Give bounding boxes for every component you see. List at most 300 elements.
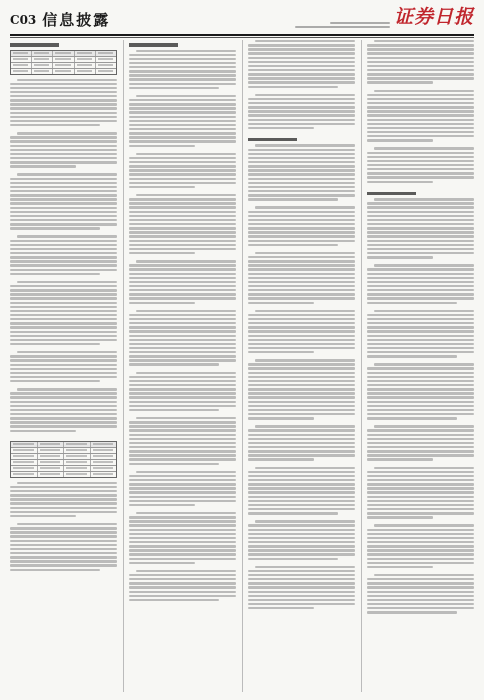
text-line-placeholder	[10, 355, 117, 357]
text-line-placeholder	[10, 211, 117, 213]
text-line-placeholder	[248, 458, 314, 460]
text-line-placeholder	[248, 173, 355, 175]
text-line-placeholder	[129, 549, 236, 551]
text-line-placeholder	[374, 524, 474, 526]
text-line-placeholder	[367, 231, 474, 233]
text-line-placeholder	[129, 54, 236, 56]
text-line-placeholder	[129, 128, 236, 130]
text-line-placeholder	[129, 335, 236, 337]
text-line-placeholder	[129, 273, 236, 275]
text-line-placeholder	[248, 582, 355, 584]
text-line-placeholder	[129, 240, 236, 242]
text-line-placeholder	[10, 498, 117, 500]
text-line-placeholder	[10, 392, 117, 394]
text-line-placeholder	[10, 331, 117, 333]
text-line-placeholder	[248, 372, 355, 374]
text-line-placeholder	[255, 467, 355, 469]
text-line-placeholder	[10, 219, 117, 221]
text-line-placeholder	[367, 252, 474, 254]
text-line-placeholder	[248, 339, 355, 341]
text-line-placeholder	[129, 533, 236, 535]
text-line-placeholder	[10, 103, 117, 105]
text-line-placeholder	[367, 139, 433, 141]
text-line-placeholder	[367, 314, 474, 316]
text-line-placeholder	[367, 429, 474, 431]
newspaper-logo: 证券日报	[393, 6, 474, 28]
text-line-placeholder	[129, 132, 236, 134]
text-line-placeholder	[10, 252, 117, 254]
text-line-placeholder	[17, 235, 117, 237]
text-line-placeholder	[10, 326, 117, 328]
text-line-placeholder	[248, 558, 338, 560]
text-line-placeholder	[129, 219, 236, 221]
text-line-placeholder	[374, 363, 474, 365]
text-line-placeholder	[129, 458, 236, 460]
text-line-placeholder	[248, 102, 355, 104]
section-title: 信息披露	[42, 11, 111, 29]
text-line-placeholder	[129, 78, 236, 80]
table-cell	[38, 466, 65, 471]
table-cell	[11, 466, 38, 471]
text-line-placeholder	[129, 244, 236, 246]
text-line-placeholder	[255, 310, 355, 312]
text-line-placeholder	[248, 110, 355, 112]
text-line-placeholder	[248, 77, 355, 79]
text-line-placeholder	[248, 512, 338, 514]
text-line-placeholder	[248, 281, 355, 283]
text-line-placeholder	[17, 482, 117, 484]
table-cell	[32, 69, 53, 74]
text-line-placeholder	[129, 83, 236, 85]
text-line-placeholder	[367, 268, 474, 270]
text-line-placeholder	[129, 314, 236, 316]
text-line-placeholder	[367, 81, 433, 83]
text-line-placeholder	[248, 545, 355, 547]
text-line-placeholder	[367, 69, 474, 71]
text-line-placeholder	[248, 578, 355, 580]
text-line-placeholder	[248, 496, 355, 498]
text-line-placeholder	[136, 310, 236, 312]
text-line-placeholder	[248, 351, 314, 353]
table-cell	[53, 63, 74, 68]
text-line-placeholder	[367, 607, 474, 609]
text-line-placeholder	[248, 599, 355, 601]
heading-placeholder	[248, 138, 297, 142]
text-line-placeholder	[129, 351, 236, 353]
text-line-placeholder	[248, 367, 355, 369]
text-line-placeholder	[367, 114, 474, 116]
text-line-placeholder	[367, 562, 474, 564]
text-line-placeholder	[248, 114, 355, 116]
text-line-placeholder	[129, 520, 236, 522]
text-line-placeholder	[248, 260, 355, 262]
text-line-placeholder	[129, 504, 195, 506]
text-line-placeholder	[129, 198, 236, 200]
text-line-placeholder	[248, 330, 355, 332]
table-cell	[53, 69, 74, 74]
text-line-placeholder	[10, 145, 117, 147]
text-line-placeholder	[248, 401, 355, 403]
table-cell	[53, 51, 74, 56]
text-line-placeholder	[129, 326, 236, 328]
table-cell	[32, 57, 53, 62]
table-cell	[91, 460, 117, 465]
text-line-placeholder	[17, 281, 117, 283]
text-line-placeholder	[367, 244, 474, 246]
text-line-placeholder	[374, 40, 474, 42]
text-line-placeholder	[367, 273, 474, 275]
text-line-placeholder	[248, 438, 355, 440]
text-line-placeholder	[367, 110, 474, 112]
text-line-placeholder	[367, 504, 474, 506]
text-line-placeholder	[129, 264, 236, 266]
text-line-placeholder	[367, 127, 474, 129]
text-line-placeholder	[248, 380, 355, 382]
text-line-placeholder	[248, 302, 314, 304]
text-line-placeholder	[367, 281, 474, 283]
text-line-placeholder	[129, 384, 236, 386]
text-line-placeholder	[248, 434, 355, 436]
text-line-placeholder	[367, 595, 474, 597]
text-line-placeholder	[10, 244, 117, 246]
text-line-placeholder	[129, 182, 236, 184]
text-line-placeholder	[367, 487, 474, 489]
table-cell	[11, 460, 38, 465]
text-line-placeholder	[10, 302, 117, 304]
column-3	[242, 40, 355, 692]
text-line-placeholder	[129, 558, 236, 560]
text-line-placeholder	[10, 421, 117, 423]
column-1	[10, 40, 117, 692]
text-line-placeholder	[10, 207, 117, 209]
text-line-placeholder	[129, 58, 236, 60]
text-line-placeholder	[129, 578, 236, 580]
text-line-placeholder	[129, 318, 236, 320]
text-line-placeholder	[367, 380, 474, 382]
text-line-placeholder	[10, 297, 117, 299]
text-line-placeholder	[367, 483, 474, 485]
text-line-placeholder	[248, 491, 355, 493]
text-line-placeholder	[248, 297, 355, 299]
text-line-placeholder	[129, 339, 236, 341]
text-line-placeholder	[248, 194, 355, 196]
text-line-placeholder	[248, 413, 355, 415]
text-line-placeholder	[248, 277, 355, 279]
text-line-placeholder	[129, 285, 236, 287]
text-line-placeholder	[129, 70, 236, 72]
table-cell	[75, 57, 96, 62]
text-line-placeholder	[248, 343, 355, 345]
text-line-placeholder	[248, 405, 355, 407]
text-line-placeholder	[248, 81, 355, 83]
text-line-placeholder	[248, 607, 314, 609]
text-line-placeholder	[248, 446, 355, 448]
text-line-placeholder	[10, 140, 117, 142]
table-cell	[32, 63, 53, 68]
text-line-placeholder	[10, 544, 117, 546]
text-line-placeholder	[10, 425, 117, 427]
text-line-placeholder	[10, 502, 117, 504]
text-line-placeholder	[367, 434, 474, 436]
text-line-placeholder	[129, 586, 236, 588]
text-line-placeholder	[248, 44, 355, 46]
text-line-placeholder	[248, 508, 355, 510]
text-line-placeholder	[129, 376, 236, 378]
text-line-placeholder	[367, 508, 474, 510]
text-line-placeholder	[367, 611, 457, 613]
text-line-placeholder	[367, 172, 474, 174]
page-number	[10, 4, 36, 32]
text-line-placeholder	[10, 343, 100, 345]
text-line-placeholder	[367, 326, 474, 328]
text-line-placeholder	[248, 268, 355, 270]
text-line-placeholder	[367, 211, 474, 213]
text-line-placeholder	[255, 520, 355, 522]
text-line-placeholder	[367, 355, 457, 357]
text-line-placeholder	[248, 417, 314, 419]
text-line-placeholder	[10, 396, 117, 398]
text-line-placeholder	[129, 429, 236, 431]
text-line-placeholder	[10, 182, 117, 184]
text-line-placeholder	[248, 471, 355, 473]
text-line-placeholder	[136, 153, 236, 155]
text-line-placeholder	[129, 343, 236, 345]
text-line-placeholder	[129, 169, 236, 171]
text-line-placeholder	[10, 314, 117, 316]
text-line-placeholder	[10, 112, 117, 114]
text-line-placeholder	[367, 450, 474, 452]
text-line-placeholder	[10, 91, 117, 93]
text-line-placeholder	[10, 413, 117, 415]
table-cell	[64, 472, 91, 477]
data-table	[10, 50, 117, 75]
text-line-placeholder	[10, 227, 100, 229]
text-line-placeholder	[129, 450, 236, 452]
text-line-placeholder	[367, 48, 474, 50]
text-line-placeholder	[248, 529, 355, 531]
text-line-placeholder	[248, 244, 338, 246]
text-line-placeholder	[367, 335, 474, 337]
text-line-placeholder	[129, 289, 236, 291]
text-line-placeholder	[10, 552, 117, 554]
text-line-placeholder	[129, 145, 195, 147]
text-line-placeholder	[129, 206, 236, 208]
text-line-placeholder	[129, 322, 236, 324]
text-line-placeholder	[10, 202, 117, 204]
text-line-placeholder	[248, 392, 355, 394]
text-line-placeholder	[248, 211, 355, 213]
heading-placeholder	[367, 192, 416, 196]
text-line-placeholder	[129, 161, 236, 163]
text-line-placeholder	[129, 562, 195, 564]
text-line-placeholder	[367, 442, 474, 444]
text-line-placeholder	[136, 50, 236, 52]
text-line-placeholder	[10, 256, 117, 258]
text-line-placeholder	[367, 471, 474, 473]
text-line-placeholder	[248, 322, 355, 324]
table-cell	[53, 57, 74, 62]
text-line-placeholder	[255, 425, 355, 427]
text-line-placeholder	[367, 160, 474, 162]
text-line-placeholder	[248, 570, 355, 572]
text-line-placeholder	[248, 178, 355, 180]
text-line-placeholder	[10, 273, 100, 275]
text-line-placeholder	[367, 123, 474, 125]
text-line-placeholder	[129, 537, 236, 539]
text-line-placeholder	[10, 560, 117, 562]
text-line-placeholder	[129, 355, 236, 357]
text-line-placeholder	[367, 302, 457, 304]
text-line-placeholder	[10, 260, 117, 262]
masthead-rule	[10, 34, 474, 36]
text-line-placeholder	[248, 376, 355, 378]
text-line-placeholder	[367, 206, 474, 208]
text-line-placeholder	[10, 190, 117, 192]
text-line-placeholder	[129, 277, 236, 279]
text-line-placeholder	[10, 165, 76, 167]
text-line-placeholder	[129, 178, 236, 180]
text-line-placeholder	[248, 384, 355, 386]
text-line-placeholder	[255, 206, 355, 208]
text-line-placeholder	[129, 157, 236, 159]
text-line-placeholder	[136, 512, 236, 514]
text-line-placeholder	[367, 77, 474, 79]
text-line-placeholder	[367, 347, 474, 349]
text-line-placeholder	[367, 181, 433, 183]
text-line-placeholder	[17, 132, 117, 134]
text-line-placeholder	[248, 549, 355, 551]
text-line-placeholder	[10, 417, 117, 419]
table-cell	[11, 448, 38, 453]
text-line-placeholder	[367, 392, 474, 394]
text-line-placeholder	[367, 330, 474, 332]
text-line-placeholder	[10, 310, 117, 312]
text-line-placeholder	[248, 123, 355, 125]
text-line-placeholder	[367, 65, 474, 67]
text-line-placeholder	[129, 475, 236, 477]
text-line-placeholder	[367, 603, 474, 605]
text-line-placeholder	[10, 569, 100, 571]
table-cell	[11, 472, 38, 477]
text-line-placeholder	[129, 359, 236, 361]
text-line-placeholder	[374, 147, 474, 149]
text-line-placeholder	[367, 61, 474, 63]
text-line-placeholder	[248, 537, 355, 539]
text-line-placeholder	[17, 173, 117, 175]
text-line-placeholder	[255, 40, 355, 42]
text-line-placeholder	[248, 223, 355, 225]
text-line-placeholder	[129, 599, 219, 601]
text-line-placeholder	[255, 144, 355, 146]
text-line-placeholder	[10, 527, 117, 529]
text-line-placeholder	[136, 417, 236, 419]
table-cell	[64, 460, 91, 465]
text-line-placeholder	[129, 107, 236, 109]
text-line-placeholder	[129, 235, 236, 237]
heading-placeholder	[10, 43, 59, 47]
table-cell	[11, 51, 32, 56]
text-line-placeholder	[10, 339, 117, 341]
table-cell	[11, 69, 32, 74]
text-line-placeholder	[367, 553, 474, 555]
text-line-placeholder	[129, 541, 236, 543]
text-line-placeholder	[367, 549, 474, 551]
text-line-placeholder	[129, 62, 236, 64]
text-line-placeholder	[367, 322, 474, 324]
text-line-placeholder	[129, 516, 236, 518]
text-line-placeholder	[248, 603, 355, 605]
text-line-placeholder	[10, 540, 117, 542]
text-line-placeholder	[248, 450, 355, 452]
text-line-placeholder	[129, 591, 236, 593]
text-line-placeholder	[129, 483, 236, 485]
text-line-placeholder	[17, 79, 117, 81]
text-line-placeholder	[367, 372, 474, 374]
text-line-placeholder	[248, 479, 355, 481]
text-line-placeholder	[129, 500, 236, 502]
text-line-placeholder	[129, 140, 236, 142]
text-line-placeholder	[129, 186, 195, 188]
text-line-placeholder	[248, 256, 355, 258]
text-line-placeholder	[129, 396, 236, 398]
table-row	[11, 69, 116, 74]
text-line-placeholder	[248, 215, 355, 217]
text-line-placeholder	[367, 240, 474, 242]
text-line-placeholder	[248, 347, 355, 349]
text-line-placeholder	[17, 523, 117, 525]
text-line-placeholder	[367, 277, 474, 279]
text-line-placeholder	[10, 405, 117, 407]
text-line-placeholder	[10, 306, 117, 308]
text-line-placeholder	[10, 515, 76, 517]
table-cell	[91, 442, 117, 447]
text-line-placeholder	[367, 586, 474, 588]
text-line-placeholder	[367, 384, 474, 386]
text-line-placeholder	[10, 289, 117, 291]
table-cell	[11, 57, 32, 62]
text-line-placeholder	[367, 44, 474, 46]
text-line-placeholder	[367, 458, 433, 460]
text-line-placeholder	[136, 372, 236, 374]
text-line-placeholder	[10, 269, 117, 271]
text-line-placeholder	[10, 380, 100, 382]
text-line-placeholder	[367, 376, 474, 378]
text-line-placeholder	[248, 487, 355, 489]
text-line-placeholder	[136, 570, 236, 572]
text-line-placeholder	[367, 396, 474, 398]
text-line-placeholder	[10, 161, 117, 163]
text-line-placeholder	[367, 176, 474, 178]
text-line-placeholder	[10, 535, 117, 537]
text-line-placeholder	[129, 347, 236, 349]
text-line-placeholder	[129, 582, 236, 584]
text-line-placeholder	[248, 504, 355, 506]
text-line-placeholder	[367, 297, 474, 299]
text-line-placeholder	[248, 396, 355, 398]
text-line-placeholder	[10, 153, 117, 155]
text-line-placeholder	[367, 537, 474, 539]
text-line-placeholder	[248, 57, 355, 59]
table-cell	[91, 472, 117, 477]
text-line-placeholder	[367, 98, 474, 100]
text-line-placeholder	[129, 330, 236, 332]
table-cell	[38, 454, 65, 459]
text-line-placeholder	[248, 326, 355, 328]
heading-placeholder	[129, 43, 178, 47]
text-line-placeholder	[374, 264, 474, 266]
text-line-placeholder	[129, 103, 236, 105]
text-line-placeholder	[10, 223, 117, 225]
